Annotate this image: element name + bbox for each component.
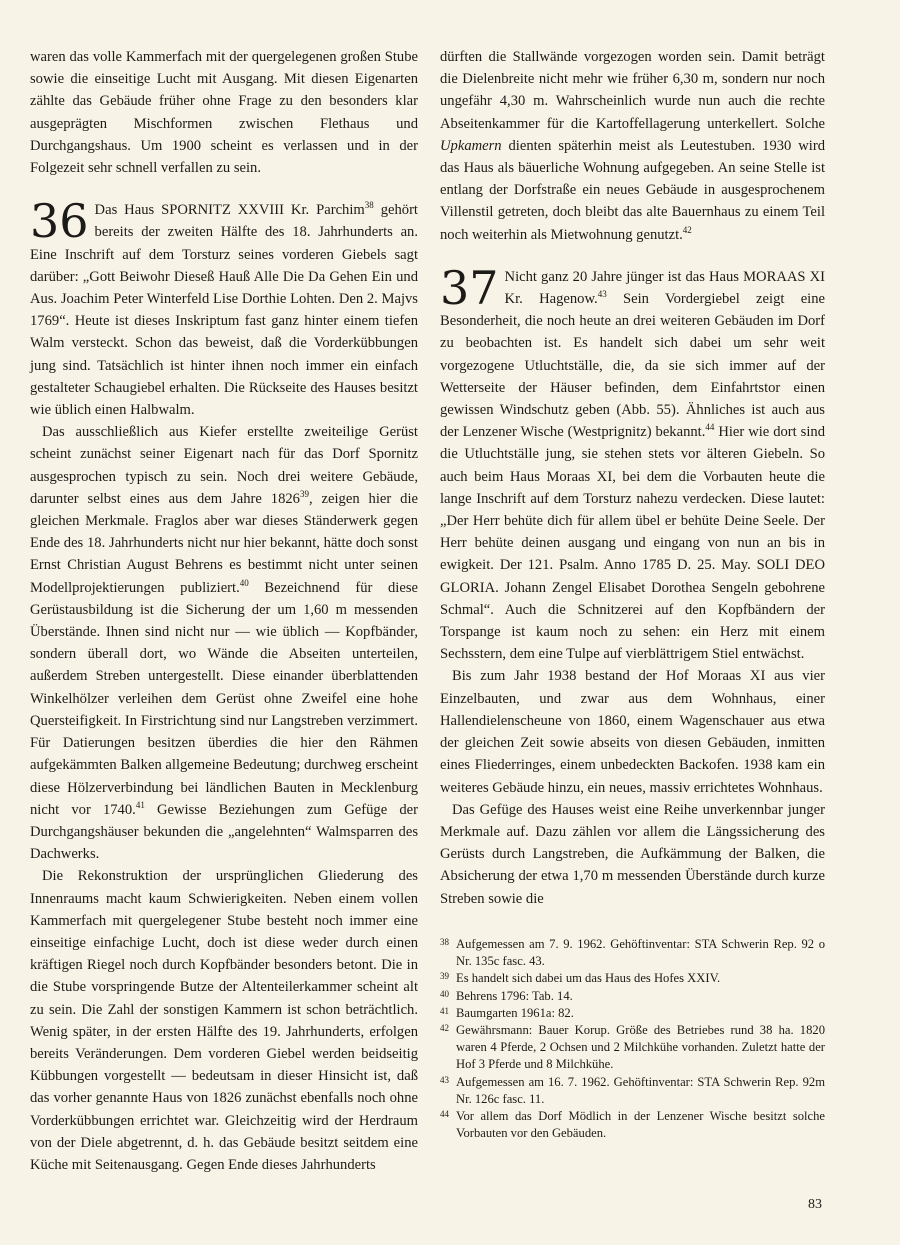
- paragraph: Bis zum Jahr 1938 bestand der Hof Moraas XI aus vier Einzelbauten, und zwar aus dem Wohnhaus, einer Hallendielenscheune von 1860, einem Wagenschauer aus etwa der gleichen Zeit sowie abseits von diesen Gebäuden, inmitten eines Fliederringes, einem unbedeckten Backofen. 1938 kam ein weiteres Gebäude hinzu, ein neues, massiv errichtetes Wohnhaus.: [440, 668, 825, 796]
- right-column: [440, 46, 825, 910]
- paragraph-text: Hier wie dort sind die Utluchtställe jung, sie stehen stets vor älteren Giebeln. So auch beim Haus Moraas XI, bei dem die Vorbauten heute die lange Inschrift auf dem Torsturz nahezu verdecken. Diese lautet: „Der Herr behüte dich für allem übel er behüte Deine Seele. Der Herr behüte deinen ausgang und eingang von nun an bis in ewigkeit. Der 121. Psalm. Anno 1785 D. 25. May. SOLI DEO GLORIA. Johann Zengel Elisabet Dorothea Sengeln gebohrene Schmal“. Auch die Schnitzerei auf den Kopfbändern der Torspange ist kaum noch zu sehen: ein Herz mit einem Sechsstern, dem eine Tulpe auf vierblättrigem Stiel entwächst.: [440, 424, 825, 663]
- footnote-ref: 41: [135, 799, 145, 810]
- page-number: 83: [808, 1197, 822, 1212]
- footnote-ref: 43: [597, 289, 607, 300]
- section-36: [30, 194, 418, 421]
- paragraph: Das Gefüge des Hauses weist eine Reihe unverkennbar junger Merkmale auf. Dazu zählen vor allem die Längssicherung des Gerüsts durch Langstreben, die Aufkämmung der Balken, die Absicherung der etwa 1,70 m messenden Überstände durch kurze Streben sowie die: [440, 801, 825, 907]
- footnote-number: 38: [440, 937, 449, 947]
- footnote-number: 41: [440, 1005, 449, 1016]
- paragraph-text: Das Haus SPORNITZ XXVIII Kr. Parchim: [94, 202, 365, 219]
- footnote-ref: 42: [682, 224, 692, 235]
- paragraph: waren das volle Kammerfach mit der quergelegenen großen Stube sowie die einseitige Lucht mit Ausgang. Mit diesen Eigenarten zählte das Gebäude früher ohne Frage zu den besonders klar ausgeprägten Mischformen zwischen Flethaus und Durchgangshaus. Um 1900 scheint es verlassen und in der Folgezeit sehr schnell verfallen zu sein.: [30, 49, 418, 177]
- paragraph: [440, 46, 825, 246]
- paragraph-text: dienten späterhin meist als Leutestuben. 1930 wird das Haus als bäuerliche Wohnung aufgegeben. An seine Stelle ist entlang der Dorfstraße ein neues Gebäude in ausgesprochenem Villenstil getreten, doch bleibt das alte Bauernhaus zu einem Teil noch weiterhin als Mietwohnung genutzt.: [440, 137, 825, 243]
- paragraph-text: dürften die Stallwände vorgezogen worden sein. Damit beträgt die Dielenbreite nicht mehr wie früher 6,30 m, sondern nur noch ungefähr 4,30 m. Wahrscheinlich wurde nun auch die rechte Abseitenkammer für die Kartoffellagerung unterkellert. Solche: [440, 49, 825, 132]
- footnote-number: 40: [440, 988, 449, 999]
- footnote-number: 42: [440, 1023, 449, 1034]
- paragraph-text: Sein Vordergiebel zeigt eine Besonderheit, die noch heute an drei weiteren Gebäuden im Dorf zu beobachten ist. Es handelt sich dabei um sehr weit vorgezogene Utluchtställe, die, da sie sich immer auf der Wetterseite der Häuser befinden, dem Einfahrtstor einen gewissen Windschutz geben (Abb. 55). Ähnliches ist auch aus der Lenzener Wische (Westprignitz) bekannt.: [440, 291, 825, 441]
- footnote: [440, 1108, 825, 1142]
- italic-term: Upkamern: [440, 137, 502, 154]
- paragraph-text: Gewisse Beziehungen zum Gefüge der Durchgangshäuser bekunden die „angelehnten“ Walmsparren des Dachwerks.: [30, 801, 418, 863]
- footnote-text: Vor allem das Dorf Mödlich in der Lenzener Wische besitzt solche Vorbauten vor den Gebäuden.: [456, 1109, 825, 1141]
- footnote-ref: 39: [299, 489, 309, 499]
- footnote-text: Aufgemessen am 7. 9. 1962. Gehöftinventar: STA Schwerin Rep. 92 o Nr. 135c fasc. 43.: [456, 937, 825, 969]
- paragraph-text: Bezeichnend für diese Gerüstausbildung ist die Sicherung der um 1,60 m messenden Überstände. Ihnen sind nicht nur — wie üblich — Kopfbänder, sondern überall dort, wo Wände die Abseiten unterteilen, außerdem Streben untergestellt. Diese einander überblattenden Winkelhölzer verleihen dem Gerüst ohne Zweifel eine hohe Quersteifigkeit. In Firstrichtung sind nur Langstreben verzimmert. Für Datierungen besitzen überdies die hier den Rähmen aufgekämmten Balken allgemeine Bedeutung; durchweg erscheint diese Hölzerverbindung bei ländlichen Bauten in Mecklenburg nicht vor 1740.: [30, 579, 418, 818]
- section-number: 36: [30, 194, 89, 249]
- section-number: 37: [440, 260, 499, 315]
- footnote: [440, 1005, 825, 1022]
- footnote-ref: 44: [705, 422, 715, 433]
- footnote-text: Behrens 1796: Tab. 14.: [456, 988, 573, 1003]
- footnote-text: Baumgarten 1961a: 82.: [456, 1005, 574, 1020]
- footnote-ref: 40: [239, 577, 249, 588]
- paragraph-text: gehört bereits der zweiten Hälfte des 18. Jahrhunderts an. Eine Inschrift auf dem Torsturz seines vorderen Giebels sagt darüber: „Gott Beiwohr Dieseß Hauß Alle Die Da Gehen Ein und Aus. Joachim Peter Winterfeld Lise Dorthie Lohten. Den 2. Majvs 1769“. Heute ist dieses Inskriptum fast ganz hinter einem tiefen Walm versteckt. Schon das beweist, daß die Vorderkübbungen jung sind. Tatsächlich ist hinter ihnen noch immer ein einfach gestalteter Schaugiebel erhalten. Die Rückseite des Hauses besitzt wie üblich einen Halbwalm.: [30, 202, 418, 419]
- footnote: [440, 1074, 825, 1108]
- paragraph-text: Nicht ganz 20 Jahre jünger ist das Haus MORAAS XI Kr. Hagenow.: [504, 268, 825, 308]
- paragraph: Die Rekonstruktion der ursprünglichen Gliederung des Innenraums macht kaum Schwierigkeiten. Neben einem vollen Kammerfach mit quergelegener Stube besteht noch immer eine einseitige einfachige Lucht, doch ist diese weder durch einen kräftigen Riegel noch durch Kopfbänder besonders betont. Die in die Stube vorspringende Butze der Altenteilerkammer scheint alt zu sein. Die Zahl der sonstigen Kammern ist schon beträchtlich. Wenig später, in der ersten Hälfte des 19. Jahrhunderts, erfolgen bereits Veränderungen. Dem vorderen Giebel werden beidseitig Kübbungen vorgestellt — bedeutsam in dieser Hinsicht ist, daß das vorher genannte Haus von 1826 zunächst ebenfalls noch ohne Vorderkübbungen errichtet war. Gleichzeitig wird der Herdraum von der Diele abgetrennt, d. h. das Gebäude besitzt seitdem eine Küche mit Seitenausgang. Gegen Ende dieses Jahrhunderts: [30, 868, 418, 1173]
- footnote-number: 39: [440, 971, 449, 982]
- footnotes: [440, 936, 825, 1142]
- footnote-number: 43: [440, 1074, 449, 1085]
- paragraph-text: , zeigen hier die gleichen Merkmale. Fraglos aber war dieses Ständerwerk gegen Ende des 18. Jahrhunderts nicht nur hier bekannt, hätte doch sonst Ernst Christian August Behrens es bestimmt nicht unter seinen Modellprojektierungen publiziert.: [30, 490, 418, 596]
- paragraph-text: Das ausschließlich aus Kiefer erstellte zweiteilige Gerüst scheint zunächst seiner Eigenart nach für das Dorf Spornitz ausgesprochen typisch zu sein. Noch drei weitere Gebäude, darunter selbst eines aus dem Jahre 1826: [30, 424, 418, 507]
- footnote-number: 44: [440, 1109, 449, 1120]
- footnote-ref: 38: [364, 200, 374, 211]
- footnote: [440, 970, 825, 987]
- left-column: [30, 46, 418, 1176]
- footnote-text: Aufgemessen am 16. 7. 1962. Gehöftinventar: STA Schwerin Rep. 92m Nr. 126c fasc. 11.: [456, 1074, 825, 1106]
- footnote: [440, 1022, 825, 1074]
- paragraph: [30, 421, 418, 865]
- footnote: [440, 988, 825, 1005]
- footnote: [440, 936, 825, 970]
- section-37: [440, 260, 825, 666]
- footnote-text: Es handelt sich dabei um das Haus des Hofes XXIV.: [456, 971, 721, 986]
- footnote-text: Gewährsmann: Bauer Korup. Größe des Betriebes rund 38 ha. 1820 waren 4 Pferde, 2 Ochsen und 2 Milchkühe vorhanden. Zuletzt hatte der Hof 3 Pferde und 8 Milchkühe.: [456, 1023, 825, 1072]
